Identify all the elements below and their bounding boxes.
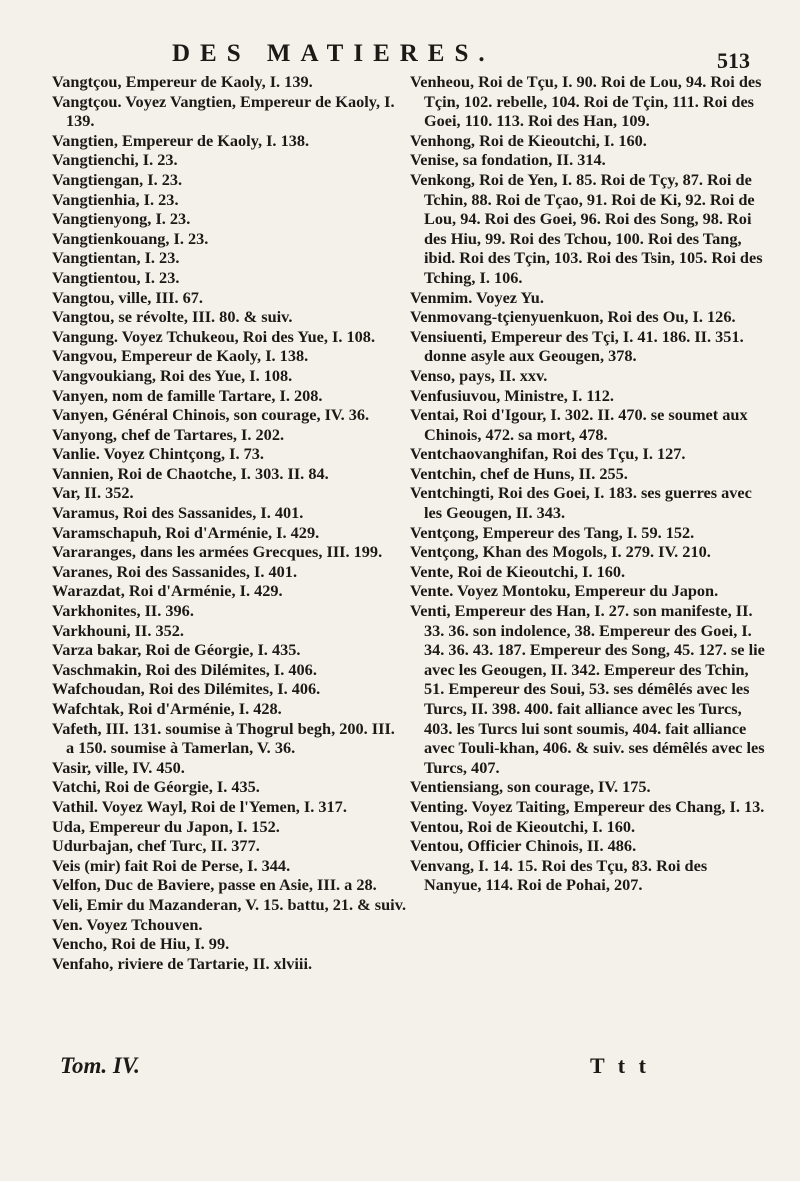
index-entry: Vensiuenti, Empereur des Tçi, I. 41. 186. II. 351. donne asyle aux Geougen, 378.: [410, 326, 744, 366]
index-entry: Vangung. Voyez Tchukeou, Roi des Yue, I. 108.: [52, 326, 376, 346]
index-entry: Ventou, Roi de Kieoutchi, I. 160.: [410, 816, 636, 836]
index-entry: Vanyen, Général Chinois, son courage, IV. 36.: [52, 405, 370, 425]
index-entry: Vannien, Roi de Chaotche, I. 303. II. 84.: [52, 463, 329, 483]
index-entry: Uda, Empereur du Japon, I. 152.: [52, 816, 280, 836]
index-entry: Ven. Voyez Tchouven.: [52, 914, 203, 934]
index-entry: Varkhonites, II. 396.: [52, 601, 194, 621]
index-entry: Veli, Emir du Mazanderan, V. 15. battu, 21. & suiv.: [52, 894, 407, 914]
index-entry: Wafchoudan, Roi des Dilémites, I. 406.: [52, 679, 321, 699]
index-entry: Vencho, Roi de Hiu, I. 99.: [52, 934, 230, 954]
index-entry: Vangtienkouang, I. 23.: [52, 228, 209, 248]
index-entry: Venkong, Roi de Yen, I. 85. Roi de Tçy, 87. Roi de Tchin, 88. Roi de Tçao, 91. Roi de Ki, 92. Roi de Lou, 94. Roi des Goei, 96. Roi des Song, 98. Roi des Hiu, 99. Roi des Tchou, 100. Roi des Tang, ibid. Roi des Tçin, 103. Roi des Tsin, 105. Roi des Tching, I. 106.: [410, 169, 763, 287]
index-column-right: [410, 72, 765, 895]
index-entry: Venvang, I. 14. 15. Roi des Tçu, 83. Roi des Nanyue, 114. Roi de Pohai, 207.: [410, 855, 708, 895]
index-entry: Vangtiengan, I. 23.: [52, 169, 183, 189]
index-entry: Ventiensiang, son courage, IV. 175.: [410, 777, 651, 797]
index-entry: Vangtou, se révolte, III. 80. & suiv.: [52, 307, 293, 327]
index-entry: Venheou, Roi de Tçu, I. 90. Roi de Lou, 94. Roi des Tçin, 102. rebelle, 104. Roi de Tçin, 111. Roi des Goei, 110. 113. Roi des Han, 109.: [410, 72, 762, 131]
index-entry: Udurbajan, chef Turc, II. 377.: [52, 836, 260, 856]
index-entry: Venso, pays, II. xxv.: [410, 365, 548, 385]
index-entry: Varza bakar, Roi de Géorgie, I. 435.: [52, 640, 301, 660]
index-entry: Ventçong, Empereur des Tang, I. 59. 152.: [410, 522, 695, 542]
index-entry: Vangtientan, I. 23.: [52, 248, 180, 268]
index-entry: Varamus, Roi des Sassanides, I. 401.: [52, 503, 304, 523]
index-entry: Venise, sa fondation, II. 314.: [410, 150, 606, 170]
index-entry: Ventchin, chef de Huns, II. 255.: [410, 463, 628, 483]
index-entry: Warazdat, Roi d'Arménie, I. 429.: [52, 581, 283, 601]
index-entry: Vasir, ville, IV. 450.: [52, 757, 185, 777]
index-entry: Ventai, Roi d'Igour, I. 302. II. 470. se soumet aux Chinois, 472. sa mort, 478.: [410, 405, 748, 444]
index-entry: Vente, Roi de Kieoutchi, I. 160.: [410, 561, 626, 581]
index-entry: Varanes, Roi des Sassanides, I. 401.: [52, 561, 298, 581]
page-number: 513: [717, 48, 750, 73]
index-entry: Venti, Empereur des Han, I. 27. son manifeste, II. 33. 36. son indolence, 38. Empereur des Goei, I. 34. 36. 43. 187. Empereur des Song, 45. 127. se lie avec les Geougen, II. 342. Empereur des Tchin, 51. Empereur des Soui, 53. ses démêlés avec les Turcs, II. 398. 400. fait alliance avec les Turcs, 403. les Turcs lui sont soumis, 404. fait alliance avec Touli-khan, 406. & suiv. ses démêlés avec les Turcs, 407.: [410, 601, 765, 777]
index-entry: Vangtien, Empereur de Kaoly, I. 138.: [52, 130, 310, 150]
index-entry: Venting. Voyez Taiting, Empereur des Chang, I. 13.: [410, 796, 765, 816]
index-entry: Vararanges, dans les armées Grecques, III. 199.: [52, 542, 383, 562]
index-entry: Vangtienhia, I. 23.: [52, 189, 179, 209]
index-entry: Vathil. Voyez Wayl, Roi de l'Yemen, I. 317.: [52, 796, 347, 816]
index-entry: Vangtientou, I. 23.: [52, 267, 180, 287]
index-entry: Venmim. Voyez Yu.: [410, 287, 544, 307]
index-entry: Vatchi, Roi de Géorgie, I. 435.: [52, 777, 260, 797]
index-entry: Varkhouni, II. 352.: [52, 620, 184, 640]
index-entry: Vangtçou, Empereur de Kaoly, I. 139.: [52, 72, 313, 91]
index-entry: Var, II. 352.: [52, 483, 134, 503]
index-entry: Veis (mir) fait Roi de Perse, I. 344.: [52, 855, 291, 875]
index-entry: Ventçong, Khan des Mogols, I. 279. IV. 210.: [410, 542, 711, 562]
index-entry: Vangtçou. Voyez Vangtien, Empereur de Kaoly, I. 139.: [52, 91, 395, 131]
index-entry: Vangvoukiang, Roi des Yue, I. 108.: [52, 365, 293, 385]
index-entry: Ventchaovanghifan, Roi des Tçu, I. 127.: [410, 444, 686, 464]
index-entry: Ventchingti, Roi des Goei, I. 183. ses guerres avec les Geougen, II. 343.: [410, 483, 752, 523]
signature-mark: T t t: [590, 1053, 650, 1078]
index-entry: Ventou, Officier Chinois, II. 486.: [410, 836, 637, 856]
index-entry: Vaschmakin, Roi des Dilémites, I. 406.: [52, 659, 317, 679]
index-entry: Vafeth, III. 131. soumise à Thogrul begh, 200. III. a 150. soumise à Tamerlan, V. 36.: [52, 718, 395, 758]
index-entry: Vangtienchi, I. 23.: [52, 150, 178, 170]
index-entry: Vangvou, Empereur de Kaoly, I. 138.: [52, 346, 309, 366]
index-entry: Vanlie. Voyez Chintçong, I. 73.: [52, 444, 264, 464]
index-entry: Venhong, Roi de Kieoutchi, I. 160.: [410, 130, 647, 150]
index-entry: Vanyen, nom de famille Tartare, I. 208.: [52, 385, 323, 405]
volume-mark: Tom. IV.: [60, 1053, 140, 1078]
index-entry: Vangtienyong, I. 23.: [52, 209, 191, 229]
index-entry: Venmovang-tçienyuenkuon, Roi des Ou, I. 126.: [410, 307, 736, 327]
index-entry: Venfusiuvou, Ministre, I. 112.: [410, 385, 615, 405]
index-entry: Vangtou, ville, III. 67.: [52, 287, 203, 307]
running-title: DES MATIERES.: [172, 40, 495, 67]
index-column-left: [52, 72, 407, 973]
index-entry: Varamschapuh, Roi d'Arménie, I. 429.: [52, 522, 320, 542]
index-entry: Vente. Voyez Montoku, Empereur du Japon.: [410, 581, 719, 601]
index-entry: Wafchtak, Roi d'Arménie, I. 428.: [52, 699, 282, 718]
index-entry: Venfaho, riviere de Tartarie, II. xlviii.: [52, 953, 313, 973]
index-entry: Velfon, Duc de Baviere, passe en Asie, III. a 28.: [52, 875, 377, 895]
index-entry: Vanyong, chef de Tartares, I. 202.: [52, 424, 285, 444]
